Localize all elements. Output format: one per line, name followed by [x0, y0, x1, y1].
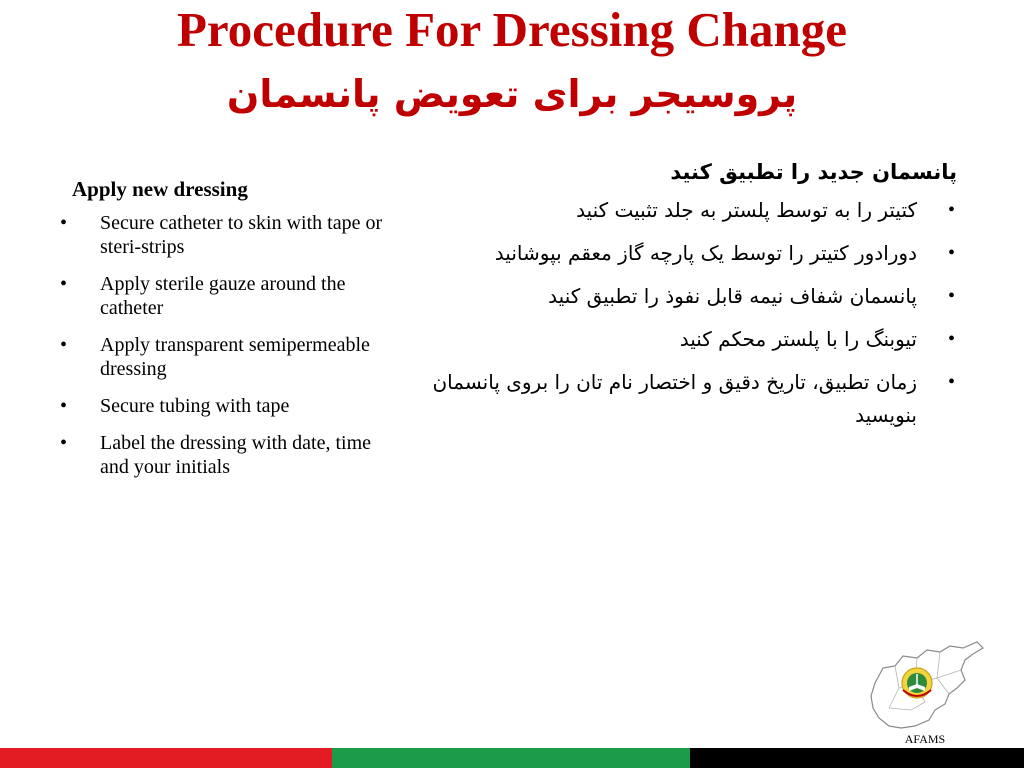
- list-item-text: Secure catheter to skin with tape or steri-strips: [100, 212, 383, 258]
- bullet-icon: •: [947, 199, 955, 221]
- list-item-text: دورادور کتیتر را توسط یک پارچه گاز معقم بپوشانید: [494, 241, 917, 265]
- afams-label: AFAMS: [904, 732, 946, 746]
- bullet-icon: •: [60, 273, 68, 295]
- list-item-text: کتیتر را به توسط پلستر به جلد تثبیت کنید: [576, 198, 917, 222]
- bullet-icon: •: [947, 285, 955, 307]
- english-heading: Apply new dressing: [72, 177, 248, 201]
- english-content: [60, 175, 395, 492]
- afghanistan-map-logo-icon: [865, 638, 985, 733]
- list-item-text: Secure tubing with tape: [100, 395, 290, 417]
- bullet-icon: •: [60, 432, 68, 454]
- bullet-icon: •: [60, 212, 68, 234]
- flag-bar-green: [332, 748, 690, 768]
- flag-color-bar: [0, 748, 1024, 768]
- list-item-text: پانسمان شفاف نیمه قابل نفوذ را تطبیق کنید: [548, 284, 917, 308]
- list-item-text: تیوبنگ را با پلستر محکم کنید: [679, 327, 917, 351]
- bullet-icon: •: [947, 328, 955, 350]
- bullet-icon: •: [60, 334, 68, 356]
- flag-bar-black: [690, 748, 1024, 768]
- bullet-icon: •: [60, 395, 68, 417]
- list-item-text: Apply sterile gauze around the catheter: [100, 273, 346, 319]
- list-item: [405, 194, 957, 227]
- list-item: [60, 211, 395, 259]
- english-bullet-list: [60, 211, 395, 479]
- persian-content: [405, 150, 957, 442]
- bullet-icon: •: [947, 371, 955, 393]
- list-item-text: Label the dressing with date, time and your initials: [100, 432, 372, 478]
- slide-title-persian: پروسیجر برای تعویض پانسمان: [226, 72, 798, 116]
- list-item-text: زمان تطبیق، تاریخ دقیق و اختصار نام تان را بروی پانسمان بنویسید: [432, 370, 917, 427]
- list-item: [60, 431, 395, 479]
- persian-bullet-list: [405, 194, 957, 432]
- bullet-icon: •: [947, 242, 955, 264]
- list-item: [405, 366, 957, 432]
- flag-bar-red: [0, 748, 332, 768]
- list-item-text: Apply transparent semipermeable dressing: [100, 334, 370, 380]
- persian-heading: پانسمان جدید را تطبیق کنید: [670, 160, 957, 184]
- list-item: [60, 394, 395, 418]
- list-item: [60, 272, 395, 320]
- slide-title: Procedure For Dressing Change: [176, 2, 848, 57]
- list-item: [405, 280, 957, 313]
- list-item: [405, 323, 957, 356]
- list-item: [60, 333, 395, 381]
- list-item: [405, 237, 957, 270]
